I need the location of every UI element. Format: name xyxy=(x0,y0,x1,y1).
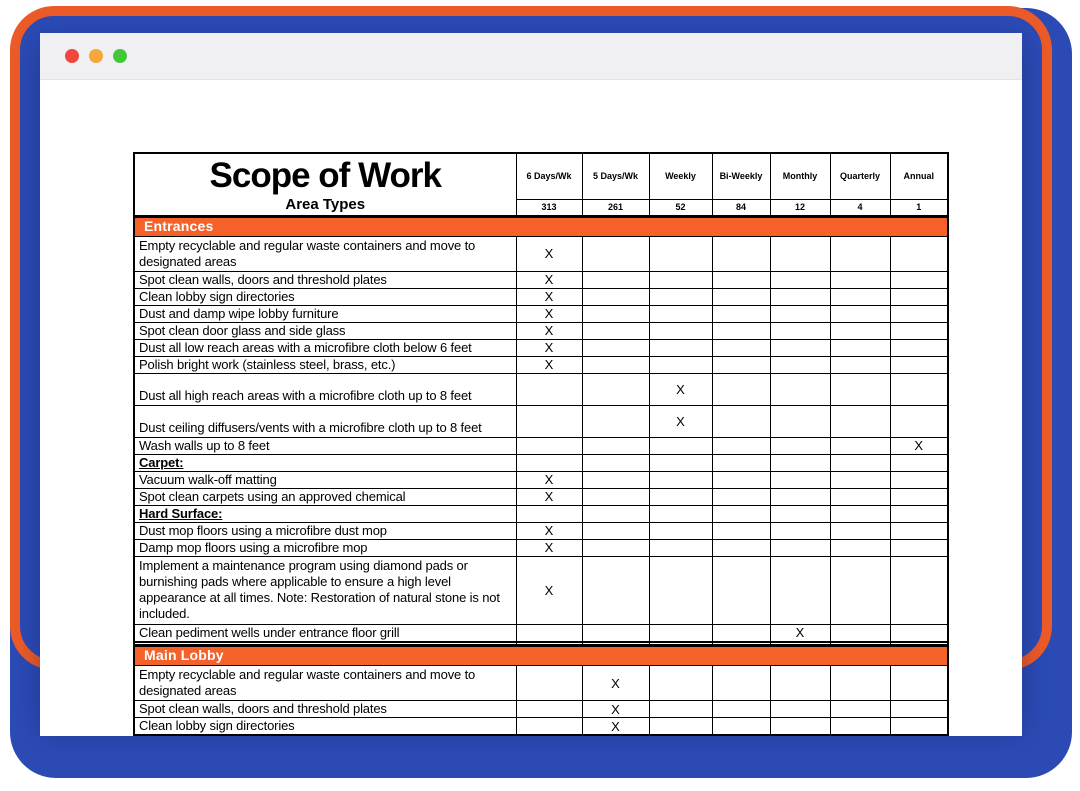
frequency-cell xyxy=(516,666,582,701)
frequency-cell xyxy=(649,539,712,556)
frequency-cell xyxy=(582,522,649,539)
frequency-cell xyxy=(712,305,770,322)
task-cell: Clean lobby sign directories xyxy=(134,288,516,305)
x-mark-cell: X xyxy=(516,356,582,373)
x-mark-cell: X xyxy=(582,718,649,736)
task-cell: Spot clean door glass and side glass xyxy=(134,322,516,339)
frequency-cell xyxy=(516,701,582,718)
frequency-cell xyxy=(830,718,890,736)
frequency-cell xyxy=(830,288,890,305)
task-cell: Dust all high reach areas with a microfibre cloth up to 8 feet xyxy=(134,373,516,405)
x-mark-cell: X xyxy=(770,624,830,642)
frequency-cell xyxy=(770,488,830,505)
frequency-cell xyxy=(890,624,948,642)
frequency-cell xyxy=(890,271,948,288)
frequency-cell xyxy=(890,322,948,339)
frequency-cell xyxy=(770,356,830,373)
task-cell: Spot clean walls, doors and threshold plates xyxy=(134,271,516,288)
frequency-cell xyxy=(516,454,582,471)
column-frequency-count: 1 xyxy=(890,199,948,216)
column-frequency-count: 84 xyxy=(712,199,770,216)
column-header: 5 Days/Wk xyxy=(582,153,649,199)
scope-of-work-table xyxy=(133,152,949,736)
table-row xyxy=(134,271,948,288)
section-title: Main Lobby xyxy=(144,647,224,663)
frequency-cell xyxy=(830,405,890,437)
frequency-cell xyxy=(830,556,890,624)
frequency-cell xyxy=(830,339,890,356)
frequency-cell xyxy=(890,305,948,322)
column-header: Bi-Weekly xyxy=(712,153,770,199)
table-row xyxy=(134,356,948,373)
frequency-cell xyxy=(830,271,890,288)
frequency-cell xyxy=(712,356,770,373)
frequency-cell xyxy=(770,322,830,339)
frequency-cell xyxy=(712,405,770,437)
task-cell: Dust mop floors using a microfibre dust mop xyxy=(134,522,516,539)
table-row xyxy=(134,339,948,356)
task-cell: Polish bright work (stainless steel, brass, etc.) xyxy=(134,356,516,373)
table-row xyxy=(134,288,948,305)
frequency-cell xyxy=(770,405,830,437)
table-row xyxy=(134,488,948,505)
table-row xyxy=(134,718,948,736)
column-frequency-count: 313 xyxy=(516,199,582,216)
task-cell: Spot clean walls, doors and threshold plates xyxy=(134,701,516,718)
frequency-cell xyxy=(890,236,948,271)
x-mark-cell: X xyxy=(516,271,582,288)
frequency-cell xyxy=(890,356,948,373)
frequency-cell xyxy=(582,624,649,642)
frequency-cell xyxy=(712,373,770,405)
frequency-cell xyxy=(516,405,582,437)
task-cell: Empty recyclable and regular waste containers and move to designated areas xyxy=(134,236,516,271)
frequency-cell xyxy=(649,505,712,522)
frequency-cell xyxy=(649,454,712,471)
table-body xyxy=(134,216,948,735)
section-header-row xyxy=(134,646,948,666)
column-header: Monthly xyxy=(770,153,830,199)
x-mark-cell: X xyxy=(582,701,649,718)
frequency-cell xyxy=(830,505,890,522)
frequency-cell xyxy=(712,454,770,471)
frequency-cell xyxy=(712,505,770,522)
task-cell: Dust and damp wipe lobby furniture xyxy=(134,305,516,322)
frequency-cell xyxy=(830,236,890,271)
frequency-cell xyxy=(770,236,830,271)
frequency-cell xyxy=(582,356,649,373)
table-row xyxy=(134,624,948,642)
frequency-cell xyxy=(830,305,890,322)
frequency-cell xyxy=(649,437,712,454)
frequency-cell xyxy=(770,288,830,305)
frequency-cell xyxy=(712,437,770,454)
frequency-cell xyxy=(890,666,948,701)
frequency-cell xyxy=(649,288,712,305)
frequency-cell xyxy=(582,271,649,288)
frequency-cell xyxy=(830,522,890,539)
window-titlebar xyxy=(40,33,1022,80)
frequency-cell xyxy=(890,288,948,305)
task-cell: Spot clean carpets using an approved chemical xyxy=(134,488,516,505)
frequency-cell xyxy=(516,624,582,642)
frequency-cell xyxy=(582,471,649,488)
frequency-cell xyxy=(830,488,890,505)
frequency-cell xyxy=(770,539,830,556)
frequency-cell xyxy=(649,471,712,488)
frequency-cell xyxy=(770,305,830,322)
frequency-cell xyxy=(830,471,890,488)
frequency-cell xyxy=(649,701,712,718)
close-button[interactable] xyxy=(65,49,79,63)
x-mark-cell: X xyxy=(890,437,948,454)
frequency-cell xyxy=(770,718,830,736)
x-mark-cell: X xyxy=(516,522,582,539)
x-mark-cell: X xyxy=(649,405,712,437)
frequency-cell xyxy=(830,322,890,339)
frequency-cell xyxy=(890,505,948,522)
frequency-cell xyxy=(890,454,948,471)
x-mark-cell: X xyxy=(516,236,582,271)
column-header: Annual xyxy=(890,153,948,199)
table-row xyxy=(134,471,948,488)
task-cell: Hard Surface: xyxy=(134,505,516,522)
frequency-cell xyxy=(712,271,770,288)
zoom-button[interactable] xyxy=(113,49,127,63)
frequency-cell xyxy=(830,624,890,642)
frequency-cell xyxy=(649,556,712,624)
frequency-cell xyxy=(830,437,890,454)
frequency-cell xyxy=(582,288,649,305)
task-cell: Dust all low reach areas with a microfibre cloth below 6 feet xyxy=(134,339,516,356)
frequency-cell xyxy=(890,471,948,488)
table-subtitle: Area Types xyxy=(285,196,366,214)
table-row xyxy=(134,556,948,624)
table-row xyxy=(134,666,948,701)
frequency-cell xyxy=(649,666,712,701)
frequency-cell xyxy=(770,437,830,454)
frequency-cell xyxy=(712,488,770,505)
table-row xyxy=(134,405,948,437)
frequency-cell xyxy=(830,373,890,405)
task-cell: Clean lobby sign directories xyxy=(134,718,516,736)
frequency-cell xyxy=(890,488,948,505)
x-mark-cell: X xyxy=(516,322,582,339)
frequency-cell xyxy=(582,454,649,471)
frequency-cell xyxy=(582,305,649,322)
frequency-cell xyxy=(649,271,712,288)
frequency-cell xyxy=(890,373,948,405)
frequency-cell xyxy=(712,556,770,624)
frequency-cell xyxy=(712,701,770,718)
task-cell: Wash walls up to 8 feet xyxy=(134,437,516,454)
frequency-cell xyxy=(770,522,830,539)
x-mark-cell: X xyxy=(516,339,582,356)
frequency-cell xyxy=(770,505,830,522)
frequency-cell xyxy=(582,539,649,556)
frequency-cell xyxy=(582,236,649,271)
frequency-cell xyxy=(582,556,649,624)
frequency-cell xyxy=(712,666,770,701)
table-row xyxy=(134,701,948,718)
table-row xyxy=(134,373,948,405)
x-mark-cell: X xyxy=(582,666,649,701)
column-header: 6 Days/Wk xyxy=(516,153,582,199)
x-mark-cell: X xyxy=(649,373,712,405)
frequency-cell xyxy=(649,339,712,356)
frequency-cell xyxy=(712,339,770,356)
window-content xyxy=(40,80,1022,736)
section-title: Entrances xyxy=(144,217,214,234)
task-cell: Clean pediment wells under entrance floor grill xyxy=(134,624,516,642)
table-header xyxy=(134,153,948,216)
column-frequency-count: 12 xyxy=(770,199,830,216)
table-row xyxy=(134,437,948,454)
x-mark-cell: X xyxy=(516,488,582,505)
frequency-cell xyxy=(649,305,712,322)
frequency-cell xyxy=(712,322,770,339)
column-frequency-count: 4 xyxy=(830,199,890,216)
title-cell xyxy=(134,153,516,216)
frequency-cell xyxy=(516,718,582,736)
x-mark-cell: X xyxy=(516,288,582,305)
table-row xyxy=(134,236,948,271)
frequency-cell xyxy=(649,356,712,373)
frequency-cell xyxy=(712,288,770,305)
frequency-cell xyxy=(830,701,890,718)
table-row xyxy=(134,505,948,522)
column-frequency-count: 52 xyxy=(649,199,712,216)
frequency-cell xyxy=(830,356,890,373)
frequency-cell xyxy=(582,373,649,405)
frequency-cell xyxy=(890,556,948,624)
x-mark-cell: X xyxy=(516,539,582,556)
column-header: Quarterly xyxy=(830,153,890,199)
frequency-cell xyxy=(890,701,948,718)
task-cell: Vacuum walk-off matting xyxy=(134,471,516,488)
task-cell: Implement a maintenance program using diamond pads or burnishing pads where applicable to ensure a high level appearance at all times. Note: Restoration of natural stone is not included. xyxy=(134,556,516,624)
x-mark-cell: X xyxy=(516,556,582,624)
frequency-cell xyxy=(712,471,770,488)
table-row xyxy=(134,454,948,471)
frequency-cell xyxy=(770,339,830,356)
x-mark-cell: X xyxy=(516,305,582,322)
frequency-cell xyxy=(770,666,830,701)
frequency-cell xyxy=(830,666,890,701)
frequency-cell xyxy=(649,488,712,505)
table-title: Scope of Work xyxy=(209,156,441,196)
frequency-cell xyxy=(582,505,649,522)
frequency-cell xyxy=(770,271,830,288)
frequency-cell xyxy=(582,339,649,356)
frequency-cell xyxy=(516,505,582,522)
frequency-cell xyxy=(830,539,890,556)
frequency-cell xyxy=(582,488,649,505)
table-row xyxy=(134,539,948,556)
frequency-cell xyxy=(649,322,712,339)
frequency-cell xyxy=(890,718,948,736)
section-header-row xyxy=(134,216,948,236)
frequency-cell xyxy=(770,556,830,624)
frequency-cell xyxy=(712,624,770,642)
frequency-cell xyxy=(649,718,712,736)
x-mark-cell: X xyxy=(516,471,582,488)
table-row xyxy=(134,322,948,339)
frequency-cell xyxy=(770,454,830,471)
frequency-cell xyxy=(582,405,649,437)
frequency-cell xyxy=(712,718,770,736)
frequency-cell xyxy=(712,522,770,539)
frequency-cell xyxy=(712,539,770,556)
frequency-cell xyxy=(582,322,649,339)
frequency-cell xyxy=(830,454,890,471)
frequency-cell xyxy=(516,373,582,405)
minimize-button[interactable] xyxy=(89,49,103,63)
frequency-cell xyxy=(890,539,948,556)
frequency-cell xyxy=(770,373,830,405)
frequency-cell xyxy=(890,405,948,437)
browser-window xyxy=(40,33,1022,734)
frequency-cell xyxy=(582,437,649,454)
frequency-cell xyxy=(712,236,770,271)
task-cell: Dust ceiling diffusers/vents with a microfibre cloth up to 8 feet xyxy=(134,405,516,437)
frequency-cell xyxy=(890,522,948,539)
frequency-cell xyxy=(649,236,712,271)
column-header: Weekly xyxy=(649,153,712,199)
task-cell: Carpet: xyxy=(134,454,516,471)
table-row xyxy=(134,522,948,539)
task-cell: Empty recyclable and regular waste containers and move to designated areas xyxy=(134,666,516,701)
table-row xyxy=(134,305,948,322)
frequency-cell xyxy=(770,701,830,718)
frequency-cell xyxy=(890,339,948,356)
column-frequency-count: 261 xyxy=(582,199,649,216)
frequency-cell xyxy=(649,624,712,642)
frequency-cell xyxy=(516,437,582,454)
frequency-cell xyxy=(649,522,712,539)
frequency-cell xyxy=(770,471,830,488)
task-cell: Damp mop floors using a microfibre mop xyxy=(134,539,516,556)
